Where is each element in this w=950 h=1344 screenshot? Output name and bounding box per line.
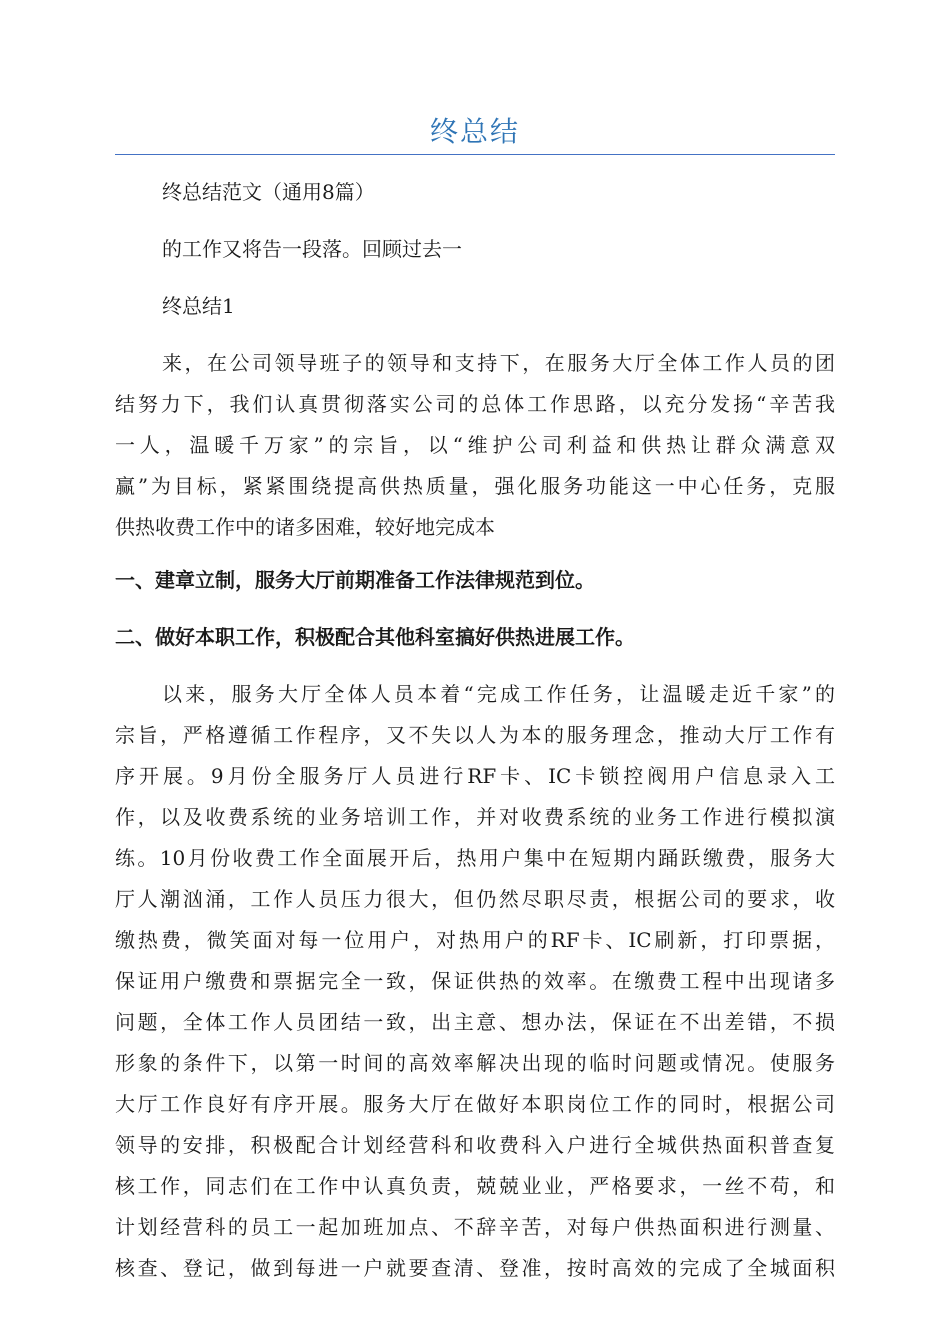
paragraph-line: 缴热费，微笑面对每一位用户，对热用户的RF卡、IC刷新，打印票据，	[115, 928, 835, 952]
paragraph-line: 核工作，同志们在工作中认真负责，兢兢业业，严格要求，一丝不苟，和	[115, 1174, 835, 1198]
paragraph-line: 问题，全体工作人员团结一致，出主意、想办法，保证在不出差错，不损	[115, 1010, 835, 1034]
paragraph-line: 领导的安排，积极配合计划经营科和收费科入户进行全城供热面积普查复	[115, 1133, 835, 1157]
section-label: 终总结1	[162, 294, 235, 318]
paragraph-line: 以来，服务大厅全体人员本着“完成工作任务，让温暖走近千家”的	[162, 682, 835, 706]
document-body	[115, 172, 835, 1289]
paragraph-line: 练。10月份收费工作全面展开后，热用户集中在短期内踊跃缴费，服务大	[115, 846, 835, 870]
intro-line: 的工作又将告一段落。回顾过去一	[162, 237, 462, 261]
paragraph-line: 核查、登记，做到每进一户就要查清、登准，按时高效的完成了全城面积	[115, 1256, 835, 1280]
paragraph-line: 赢”为目标，紧紧围绕提高供热质量，强化服务功能这一中心任务，克服	[115, 474, 835, 498]
paragraph-line: 序开展。9月份全服务厅人员进行RF卡、IC卡锁控阀用户信息录入工	[115, 764, 835, 788]
document-title: 终总结	[429, 115, 520, 148]
paragraph-2	[115, 674, 835, 1289]
paragraph-1	[115, 343, 835, 548]
section-heading-2: 二、做好本职工作，积极配合其他科室搞好供热进展工作。	[115, 625, 635, 649]
paragraph-line: 大厅工作良好有序开展。服务大厅在做好本职岗位工作的同时，根据公司	[115, 1092, 835, 1116]
paragraph-line: 计划经营科的员工一起加班加点、不辞辛苦，对每户供热面积进行测量、	[115, 1215, 835, 1239]
paragraph-line: 作，以及收费系统的业务培训工作，并对收费系统的业务工作进行模拟演	[115, 805, 835, 829]
paragraph-line: 一人，温暖千万家”的宗旨，以“维护公司利益和供热让群众满意双	[115, 433, 835, 457]
paragraph-line: 形象的条件下，以第一时间的高效率解决出现的临时问题或情况。使服务	[115, 1051, 835, 1075]
paragraph-line: 来，在公司领导班子的领导和支持下，在服务大厅全体工作人员的团	[162, 351, 835, 375]
paragraph-line: 保证用户缴费和票据完全一致，保证供热的效率。在缴费工程中出现诸多	[115, 969, 835, 993]
paragraph-line: 结努力下，我们认真贯彻落实公司的总体工作思路，以充分发扬“辛苦我	[115, 392, 835, 416]
title-underline	[115, 154, 835, 155]
paragraph-line: 供热收费工作中的诸多困难，较好地完成本	[115, 515, 495, 539]
section-heading-1: 一、建章立制，服务大厅前期准备工作法律规范到位。	[115, 568, 595, 592]
paragraph-line: 宗旨，严格遵循工作程序，又不失以人为本的服务理念，推动大厅工作有	[115, 723, 835, 747]
paragraph-line: 厅人潮汹涌，工作人员压力很大，但仍然尽职尽责，根据公司的要求，收	[115, 887, 835, 911]
subtitle: 终总结范文（通用8篇）	[162, 180, 375, 204]
